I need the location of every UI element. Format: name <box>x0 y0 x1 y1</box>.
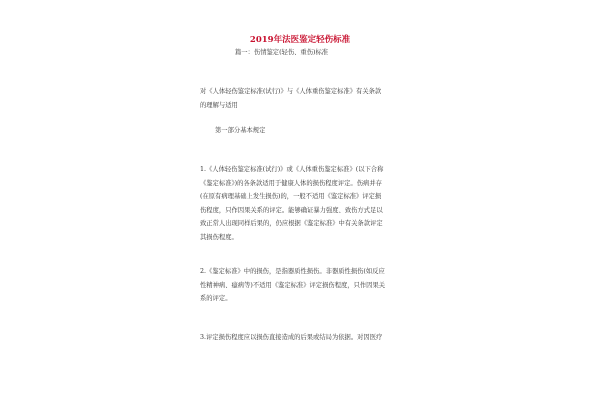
document-subtitle: 篇一：伤情鉴定(轻伤、重伤)标准 <box>235 49 329 56</box>
paragraph-3 <box>200 331 420 345</box>
paragraph-1-line: (在原有病理基础上发生损伤)的，一般不适用《鉴定标准》评定损 <box>200 193 382 200</box>
section-heading: 第一部分基本规定 <box>215 127 266 134</box>
paragraph-1-line: 其损伤程度。 <box>200 233 238 241</box>
paragraph-1 <box>200 163 420 244</box>
paragraph-3-line: 3.评定损伤程度应以损伤直接造成的后果或结局为依据。对因医疗 <box>200 334 383 341</box>
paragraph-2-line: 性精神病、癔病等)不适用《鉴定标准》评定损伤程度，只作因果关 <box>200 281 386 289</box>
paragraph-2-line: 系的评定。 <box>200 295 232 302</box>
document-title: 2019年法医鉴定轻伤标准 <box>249 35 351 45</box>
paragraph-1-line: 《鉴定标准》)的各条款适用于健康人体的损伤程度评定。伤病并存 <box>200 179 382 187</box>
paragraph-2-line: 2.《鉴定标准》中的损伤，是指器质性损伤。非器质性损伤(如反应 <box>200 268 385 275</box>
paragraph-1-line: 1.《人体轻伤鉴定标准(试行)》或《人体重伤鉴定标准》(以下合称 <box>200 166 384 173</box>
paragraph-1-line: 致正常人出现同样后果的，仍应根据《鉴定标准》中有关条款评定 <box>200 220 383 227</box>
paragraph-1-line: 伤程度，只作因果关系的评定。能够确证暴力强度、致伤方式足以 <box>200 206 383 214</box>
intro-line: 对《人体轻伤鉴定标准(试行)》与《人体重伤鉴定标准》有关条款 <box>200 88 382 95</box>
intro-line: 的理解与适用 <box>200 101 238 109</box>
intro-paragraph <box>200 85 420 112</box>
paragraph-2 <box>200 265 420 306</box>
